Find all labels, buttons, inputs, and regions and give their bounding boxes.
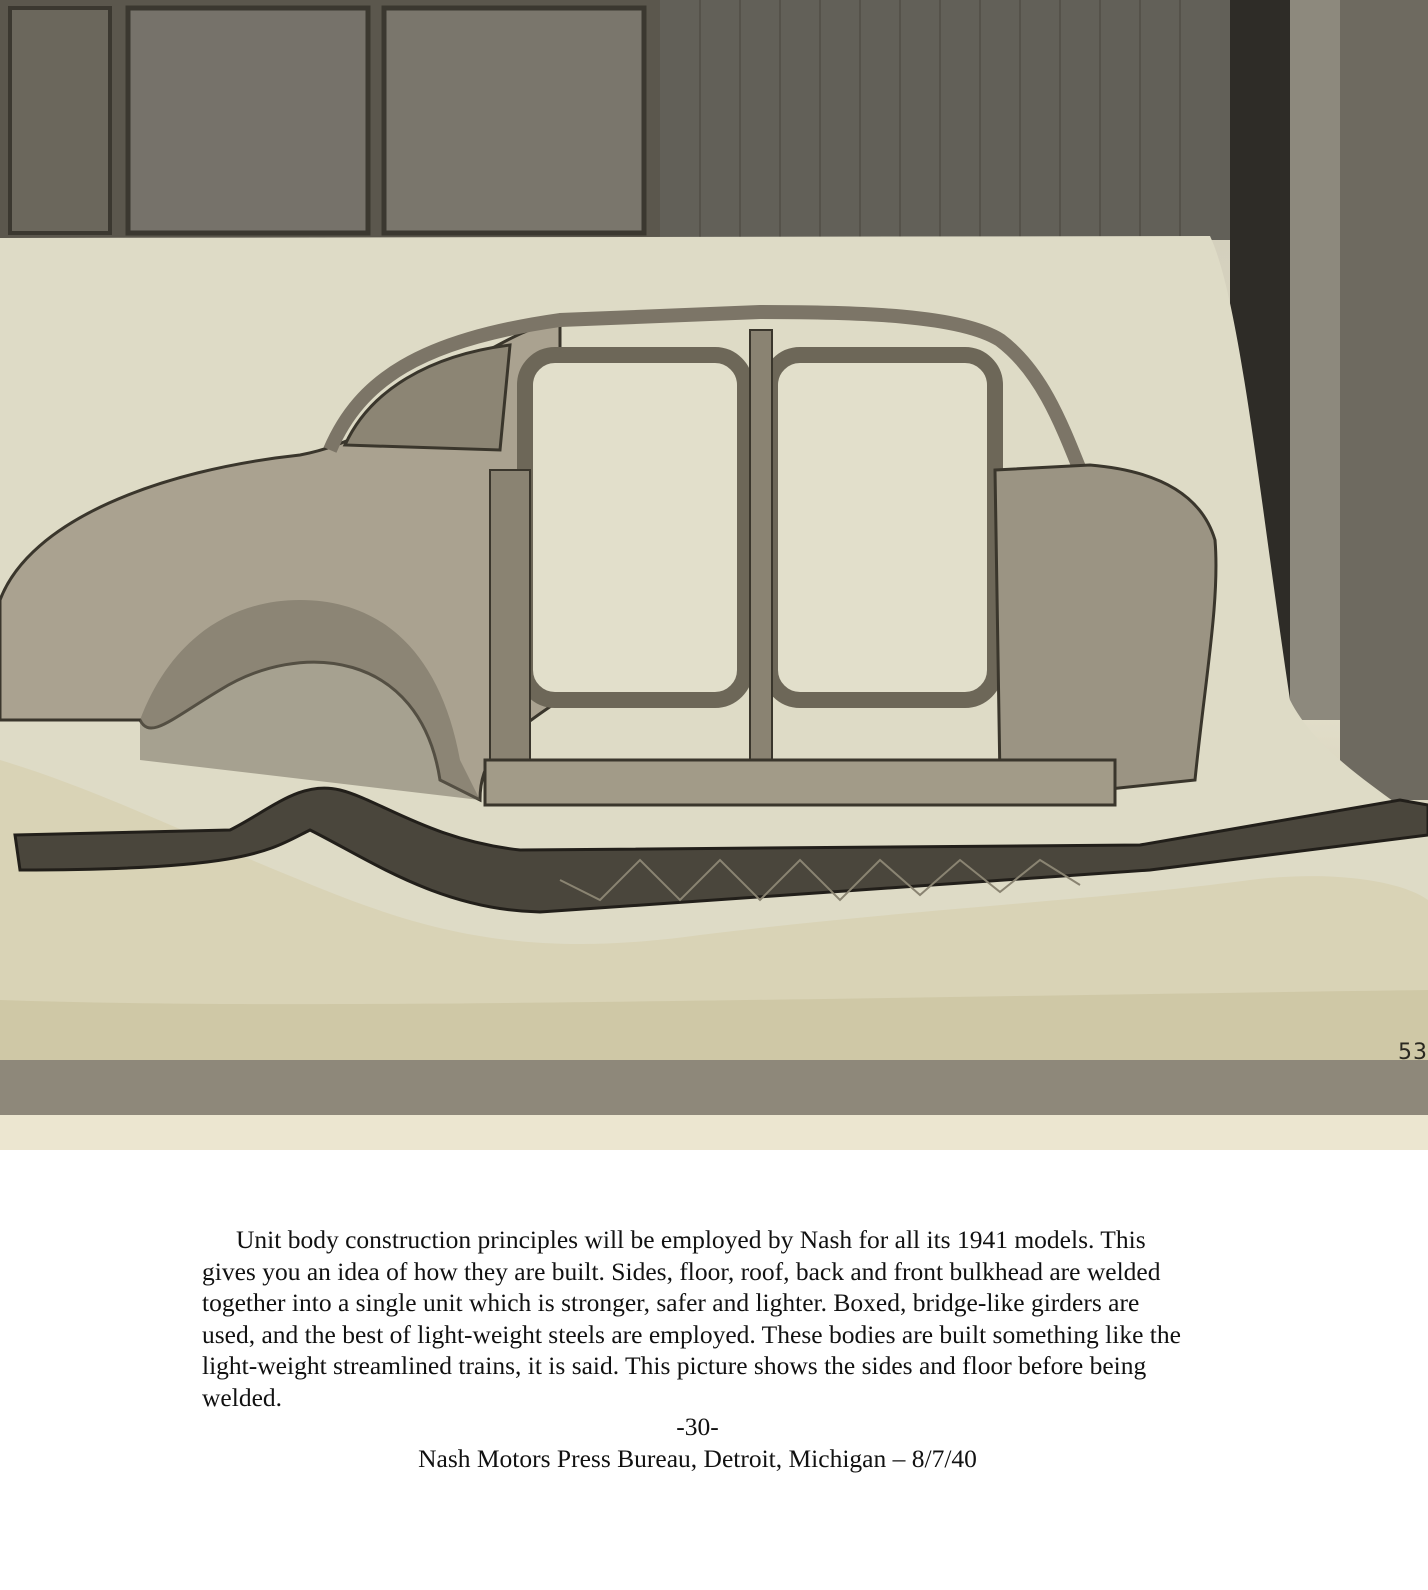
center-pillar bbox=[750, 330, 772, 760]
caption-sheet bbox=[0, 1150, 1428, 1590]
cowl-panel bbox=[995, 465, 1216, 790]
front-door-opening bbox=[770, 355, 995, 700]
rocker-panel bbox=[485, 760, 1115, 805]
press-credit: Nash Motors Press Bureau, Detroit, Michigan – 8/7/40 bbox=[418, 1444, 977, 1473]
print-number: 53 bbox=[1398, 1040, 1428, 1065]
page-number: -30- bbox=[676, 1412, 719, 1441]
rear-door-opening bbox=[525, 355, 745, 700]
caption-body: Unit body construction principles will be employed by Nash for all its 1941 models. This gives you an idea of how they are built. Sides, floor, roof, back and front bulkhead are welded together into a single unit which is stronger, safer and lighter. Boxed, bridge-like girders are used, and the best of light-weight steels are employed. These bodies are built something like the light-weight streamlined trains, it is said. This picture shows the sides and floor before being welded. bbox=[202, 1225, 1181, 1412]
